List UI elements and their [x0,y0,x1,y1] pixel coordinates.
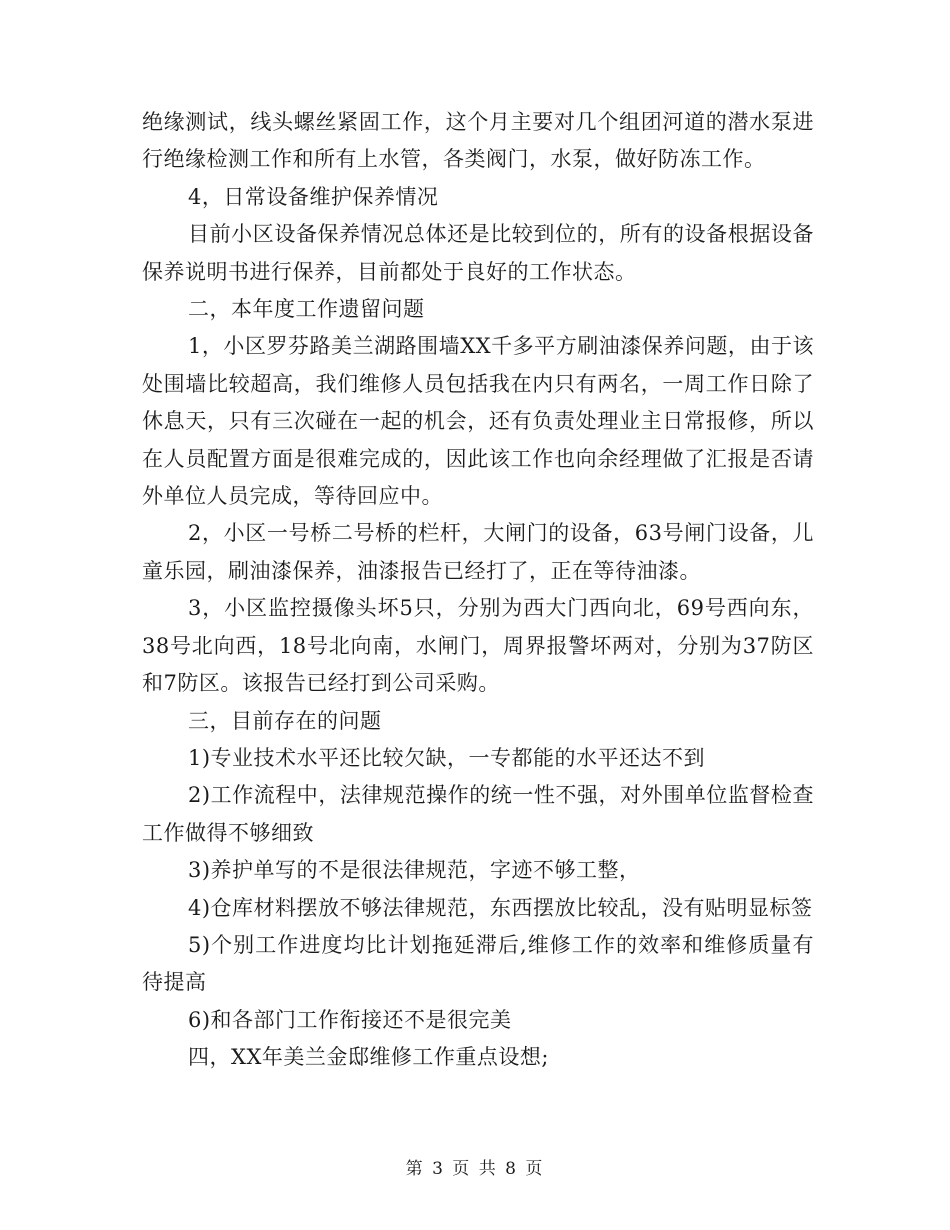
paragraph: 绝缘测试，线头螺丝紧固工作，这个月主要对几个组团河道的潜水泵进行绝缘检测工作和所有上水管，各类阀门，水泵，做好防冻工作。 [142,110,814,172]
paragraph: 2，小区一号桥二号桥的栏杆，大闸门的设备，63号闸门设备，儿童乐园，刷油漆保养，油漆报告已经打了，正在等待油漆。 [142,521,814,583]
footer-prefix: 第 [405,1159,425,1179]
section-heading: 二，本年度工作遗留问题 [188,297,425,322]
body-text [142,104,814,1077]
footer-middle: 页 共 [452,1159,498,1179]
list-item: 6)和各部门工作衔接还不是很完美 [188,1007,512,1032]
section-heading: 三，目前存在的问题 [188,708,382,733]
paragraph: 目前小区设备保养情况总体还是比较到位的，所有的设备根据设备保养说明书进行保养，目前都处于良好的工作状态。 [142,222,814,284]
footer-total-pages: 8 [505,1159,518,1179]
list-item: 3)养护单写的不是很法律规范，字迹不够工整， [188,858,641,883]
section-heading: 四，XX年美兰金邸维修工作重点设想; [188,1045,549,1070]
list-item: 2)工作流程中，法律规范操作的统一性不强，对外围单位监督检查工作做得不够细致 [142,783,814,845]
paragraph: 4，日常设备维护保养情况 [188,184,439,209]
footer-page-number: 3 [432,1159,445,1179]
paragraph: 1，小区罗芬路美兰湖路围墙XX千多平方刷油漆保养问题，由于该处围墙比较超高，我们维修人员包括我在内只有两名，一周工作日除了休息天，只有三次碰在一起的机会，还有负责处理业主日常报修，所以在人员配置方面是很难完成的，因此该工作也向余经理做了汇报是否请外单位人员完成，等待回应中。 [142,334,814,509]
paragraph: 3，小区监控摄像头坏5只，分别为西大门西向北，69号西向东，38号北向西，18号北向南，水闸门，周界报警坏两对，分别为37防区和7防区。该报告已经打到公司采购。 [142,596,814,696]
list-item: 4)仓库材料摆放不够法律规范，东西摆放比较乱，没有贴明显标签 [188,895,813,920]
list-item: 1)专业技术水平还比较欠缺，一专都能的水平还达不到 [188,745,706,770]
list-item: 5)个别工作进度均比计划拖延滞后,维修工作的效率和维修质量有待提高 [142,932,814,995]
page-footer [0,1154,950,1179]
footer-suffix: 页 [525,1159,545,1179]
